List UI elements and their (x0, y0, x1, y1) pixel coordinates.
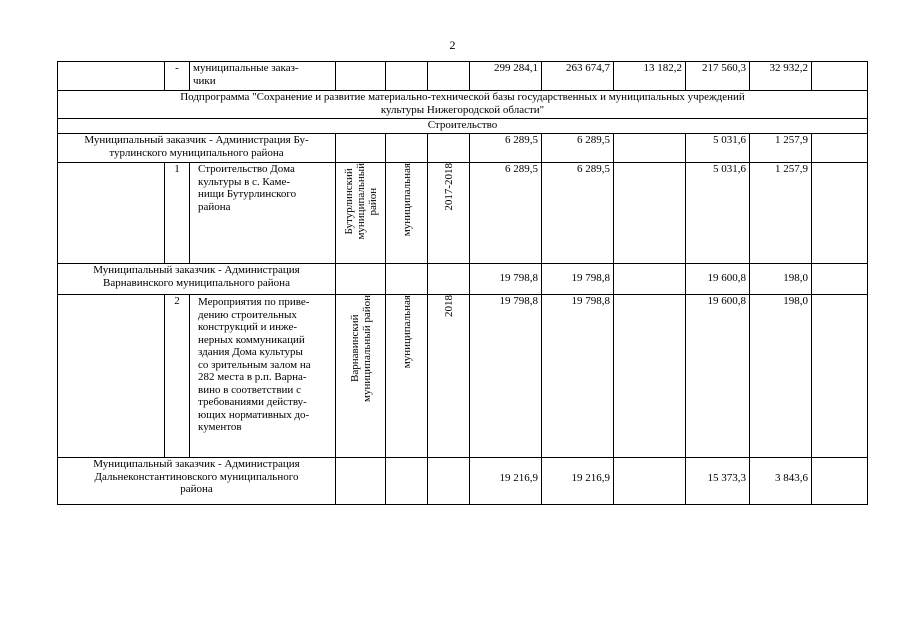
table-row-item-1 (58, 163, 868, 264)
cell-empty (428, 458, 470, 505)
table-row-customer-varnavino (58, 264, 868, 295)
item-type-cell (386, 295, 428, 458)
cell-value-2: 19 798,8 (542, 264, 614, 295)
item-period: 2018 (442, 295, 455, 317)
cell-value-2: 19 798,8 (542, 295, 614, 458)
table-row-municipal-customers (58, 62, 868, 91)
cell-value-4: 217 560,3 (686, 62, 750, 91)
cell-value-1: 19 798,8 (470, 264, 542, 295)
cell-empty (336, 264, 386, 295)
cell-value-5: 1 257,9 (750, 163, 812, 264)
cell-empty (812, 458, 868, 505)
cell-dash: - (165, 62, 190, 91)
cell-value-3 (614, 134, 686, 163)
cell-value-2: 263 674,7 (542, 62, 614, 91)
cell-empty (336, 134, 386, 163)
cell-value-1: 299 284,1 (470, 62, 542, 91)
cell-empty (428, 62, 470, 91)
cell-empty (812, 62, 868, 91)
table-row-section (58, 119, 868, 134)
item-period: 2017-2018 (442, 163, 455, 211)
table-row-subprogram (58, 91, 868, 119)
cell-value-5: 198,0 (750, 264, 812, 295)
customer-name: Муниципальный заказчик - Администрация Варнавинского муниципального района (58, 264, 336, 295)
cell-value-1: 19 216,9 (470, 458, 542, 505)
cell-empty (336, 458, 386, 505)
item-name: Мероприятия по приве- дению строительных конструкций и инже- нерных коммуникаций здания Дома культуры со зрительным залом на 282 места в р.п. Варна- вино в соответствии с требованиями действу- ющих нормативных до- кументов (190, 295, 336, 458)
item-district: Бутурлинский муниципальный район (342, 163, 379, 240)
item-period-cell (428, 163, 470, 264)
item-type: муниципальная (400, 163, 413, 237)
cell-empty (386, 134, 428, 163)
cell-value-4: 5 031,6 (686, 163, 750, 264)
subprogram-title: Подпрограмма "Сохранение и развитие материально-технической базы государственных и муниципальных учреждений культуры Нижегородской области" (58, 91, 868, 119)
cell-value-3: 13 182,2 (614, 62, 686, 91)
customer-name: Муниципальный заказчик - Администрация Дальнеконстантиновского муниципального района (58, 458, 336, 505)
item-type: муниципальная (400, 295, 413, 369)
cell-empty (386, 458, 428, 505)
cell-value-4: 19 600,8 (686, 264, 750, 295)
program-table (57, 61, 868, 505)
item-number: 2 (165, 295, 190, 458)
cell-value-2: 6 289,5 (542, 134, 614, 163)
cell-empty (428, 134, 470, 163)
cell-empty (812, 264, 868, 295)
page-number: 2 (449, 38, 456, 52)
cell-value-3 (614, 458, 686, 505)
cell-value-3 (614, 295, 686, 458)
cell-value-4: 15 373,3 (686, 458, 750, 505)
cell-value-1: 6 289,5 (470, 163, 542, 264)
cell-empty (58, 62, 165, 91)
cell-value-5: 1 257,9 (750, 134, 812, 163)
cell-empty (812, 163, 868, 264)
customer-name: Муниципальный заказчик - Администрация Бу- турлинского муниципального района (58, 134, 336, 163)
cell-name: муниципальные заказ- чики (190, 62, 336, 91)
item-name: Строительство Дома культуры в с. Каме- нищи Бутурлинского района (190, 163, 336, 264)
cell-empty (336, 62, 386, 91)
cell-value-1: 19 798,8 (470, 295, 542, 458)
cell-empty (812, 295, 868, 458)
cell-value-5: 3 843,6 (750, 458, 812, 505)
item-district: Варнавинский муниципальный район (348, 295, 373, 402)
table-row-customer-dalnekonstantinovo (58, 458, 868, 505)
item-district-cell (336, 295, 386, 458)
cell-value-2: 19 216,9 (542, 458, 614, 505)
cell-value-1: 6 289,5 (470, 134, 542, 163)
item-period-cell (428, 295, 470, 458)
cell-value-2: 6 289,5 (542, 163, 614, 264)
cell-empty (386, 264, 428, 295)
item-district-cell (336, 163, 386, 264)
cell-value-3 (614, 264, 686, 295)
cell-value-5: 198,0 (750, 295, 812, 458)
cell-value-3 (614, 163, 686, 264)
cell-empty (386, 62, 428, 91)
cell-value-5: 32 932,2 (750, 62, 812, 91)
cell-value-4: 5 031,6 (686, 134, 750, 163)
cell-empty (812, 134, 868, 163)
item-number: 1 (165, 163, 190, 264)
cell-empty (58, 163, 165, 264)
table-row-item-2 (58, 295, 868, 458)
cell-empty (428, 264, 470, 295)
table-row-customer-buturlino (58, 134, 868, 163)
section-title: Строительство (58, 119, 868, 134)
item-type-cell (386, 163, 428, 264)
cell-empty (58, 295, 165, 458)
cell-value-4: 19 600,8 (686, 295, 750, 458)
